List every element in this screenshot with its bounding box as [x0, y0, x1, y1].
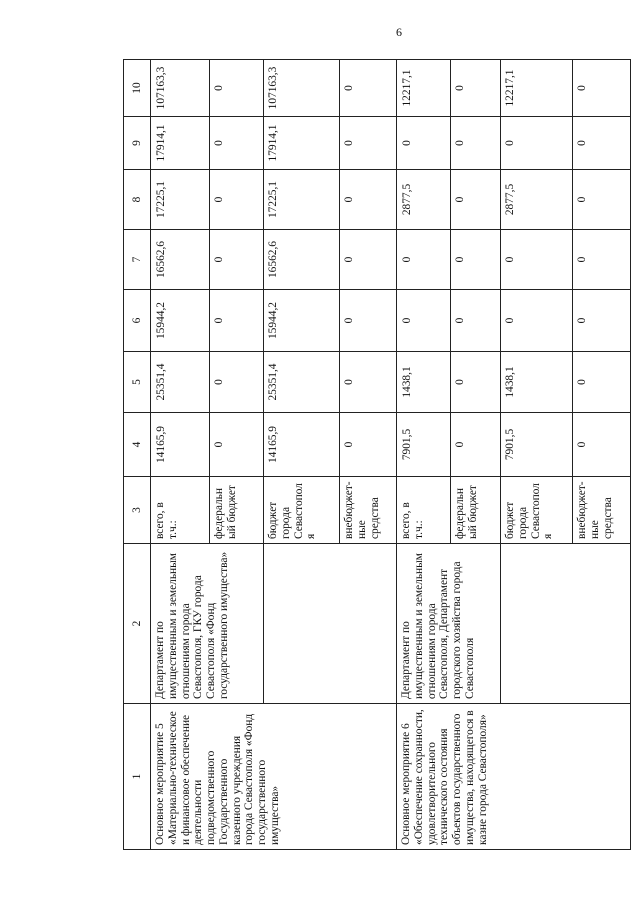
executor-cell-empty [501, 544, 631, 704]
value-cell: 0 [340, 170, 397, 230]
value-cell: 0 [210, 352, 264, 413]
value-cell: 0 [397, 290, 451, 352]
executor-cell-empty [264, 544, 397, 704]
col-header: 4 [124, 413, 151, 477]
value-cell: 0 [210, 413, 264, 477]
value-cell: 0 [573, 60, 631, 117]
col-header: 5 [124, 352, 151, 413]
value-cell: 0 [451, 352, 501, 413]
executor-cell: Департамент по имущественным и земельным отношениям города Севастополя, ГКУ города Севастополя «Фонд государственного имущества» [151, 544, 264, 704]
value-cell: 12217,1 [397, 60, 451, 117]
value-cell: 0 [340, 117, 397, 170]
value-cell: 15944,2 [264, 290, 340, 352]
value-cell: 16562,6 [151, 230, 210, 290]
source-cell: внебюджет-ные средства [573, 477, 631, 544]
value-cell: 0 [210, 117, 264, 170]
measure-cell: Основное мероприятие 6 «Обеспечение сохранности, удовлетворительного технического состояния объектов государственного имущества, находящегося в казне города Севастополя» [397, 704, 631, 850]
value-cell: 17914,1 [151, 117, 210, 170]
value-cell: 0 [340, 290, 397, 352]
value-cell: 0 [451, 230, 501, 290]
col-header: 8 [124, 170, 151, 230]
value-cell: 1438,1 [501, 352, 573, 413]
value-cell: 14165,9 [264, 413, 340, 477]
value-cell: 0 [210, 60, 264, 117]
header-row [124, 60, 151, 850]
value-cell: 0 [340, 60, 397, 117]
value-cell: 1438,1 [397, 352, 451, 413]
value-cell: 17914,1 [264, 117, 340, 170]
table-row [397, 60, 451, 850]
value-cell: 0 [573, 230, 631, 290]
source-cell: всего, в т.ч.: [397, 477, 451, 544]
value-cell: 0 [451, 170, 501, 230]
value-cell: 2877,5 [397, 170, 451, 230]
value-cell: 0 [397, 230, 451, 290]
source-cell: федеральный бюджет [210, 477, 264, 544]
col-header: 7 [124, 230, 151, 290]
value-cell: 0 [573, 117, 631, 170]
col-header: 6 [124, 290, 151, 352]
table-row [151, 60, 210, 850]
value-cell: 0 [451, 117, 501, 170]
col-header: 9 [124, 117, 151, 170]
value-cell: 0 [451, 413, 501, 477]
source-cell: бюджет города Севастополя [264, 477, 340, 544]
value-cell: 0 [340, 413, 397, 477]
value-cell: 17225,1 [264, 170, 340, 230]
measure-cell: Основное мероприятие 5 «Материально-техническое и финансовое обеспечение деятельности подведомственного Государственного казенного учреждения города Севастополя «Фонд государственного имущества» [151, 704, 397, 850]
value-cell: 0 [340, 230, 397, 290]
page-number: 6 [396, 25, 402, 39]
value-cell: 0 [210, 170, 264, 230]
value-cell: 0 [397, 117, 451, 170]
value-cell: 25351,4 [151, 352, 210, 413]
value-cell: 0 [210, 290, 264, 352]
col-header: 10 [124, 60, 151, 117]
source-cell: внебюджет-ные средства [340, 477, 397, 544]
rotated-table-wrapper [123, 60, 628, 850]
value-cell: 0 [501, 290, 573, 352]
value-cell: 0 [573, 290, 631, 352]
budget-table [123, 59, 631, 850]
value-cell: 25351,4 [264, 352, 340, 413]
value-cell: 17225,1 [151, 170, 210, 230]
value-cell: 15944,2 [151, 290, 210, 352]
value-cell: 7901,5 [397, 413, 451, 477]
value-cell: 0 [210, 230, 264, 290]
value-cell: 12217,1 [501, 60, 573, 117]
col-header: 3 [124, 477, 151, 544]
value-cell: 2877,5 [501, 170, 573, 230]
source-cell: бюджет города Севастополя [501, 477, 573, 544]
value-cell: 0 [451, 60, 501, 117]
value-cell: 0 [451, 290, 501, 352]
value-cell: 107163,3 [151, 60, 210, 117]
value-cell: 0 [573, 352, 631, 413]
value-cell: 0 [573, 170, 631, 230]
col-header: 2 [124, 544, 151, 704]
executor-cell: Департамент по имущественным и земельным отношениям города Севастополя, Департамент городского хозяйства города Севастополя [397, 544, 501, 704]
value-cell: 107163,3 [264, 60, 340, 117]
value-cell: 14165,9 [151, 413, 210, 477]
value-cell: 0 [573, 413, 631, 477]
col-header: 1 [124, 704, 151, 850]
value-cell: 7901,5 [501, 413, 573, 477]
source-cell: всего, в т.ч.: [151, 477, 210, 544]
value-cell: 16562,6 [264, 230, 340, 290]
value-cell: 0 [501, 117, 573, 170]
value-cell: 0 [501, 230, 573, 290]
value-cell: 0 [340, 352, 397, 413]
source-cell: федеральный бюджет [451, 477, 501, 544]
